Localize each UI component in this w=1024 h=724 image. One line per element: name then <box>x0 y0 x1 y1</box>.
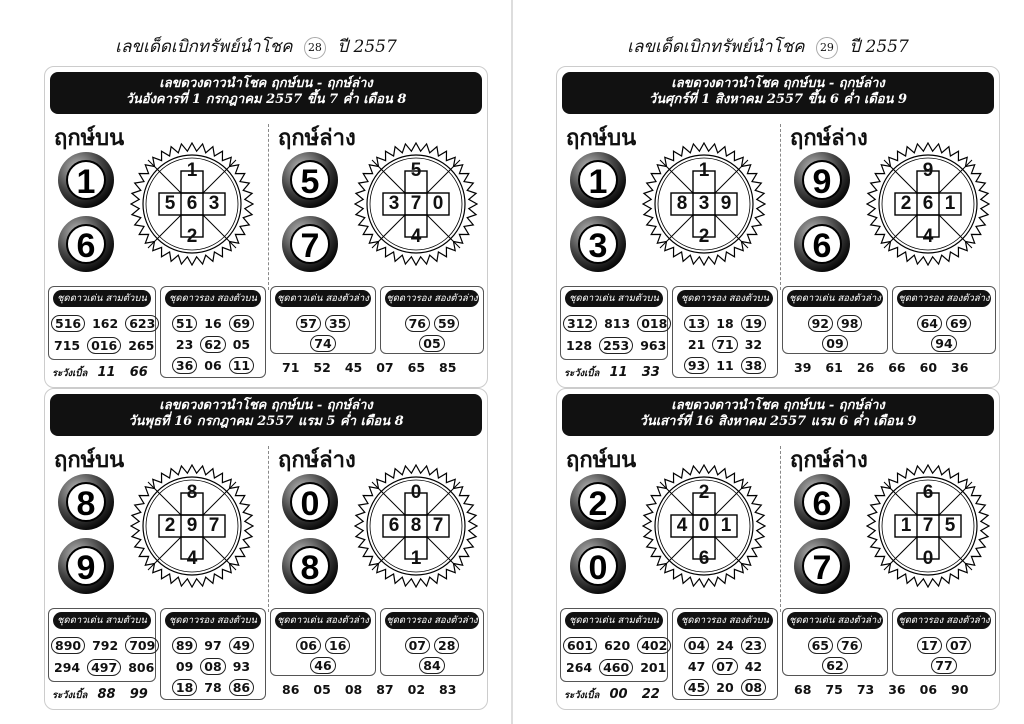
footer-number: 52 <box>313 360 331 375</box>
lucky-number: 69 <box>946 315 971 332</box>
footer-number: 90 <box>951 682 969 697</box>
page-number: 28 <box>304 37 326 59</box>
lucky-number: 71 <box>712 336 737 353</box>
lower-footer-numbers <box>794 360 982 375</box>
lucky-number: 92 <box>808 315 833 332</box>
lucky-number: 601 <box>563 637 597 654</box>
grid-digit-top: 1 <box>698 160 710 181</box>
grid-digit-bottom: 2 <box>186 226 198 247</box>
box-two-upper <box>672 608 778 700</box>
grid-digit-bottom: 6 <box>698 548 710 569</box>
section-banner <box>50 72 482 114</box>
lucky-number: 497 <box>87 659 121 676</box>
grid-digit-top: 9 <box>922 160 934 181</box>
footer-number: 07 <box>376 360 394 375</box>
lucky-number: 51 <box>172 315 197 332</box>
box-label: ชุดดาวรอง สองตัวบน <box>677 290 773 307</box>
watch-number: 22 <box>641 687 660 702</box>
lucky-number: 792 <box>92 638 119 653</box>
banner-title: เลขดวงดาวนำโชค ฤกษ์บน - ฤกษ์ล่าง <box>159 76 373 91</box>
page-header-left <box>0 33 512 60</box>
footer-number: 26 <box>856 360 875 375</box>
watch-label: ระวังเบิ้ล <box>52 368 88 379</box>
section-banner <box>50 394 482 436</box>
grid-digit-top: 6 <box>922 482 934 503</box>
right-page <box>512 0 1024 724</box>
lucky-number: 42 <box>744 659 763 674</box>
grid-digit-left: 1 <box>900 515 912 536</box>
lower-title: ฤกษ์ล่าง <box>278 125 356 151</box>
lucky-number: 05 <box>419 335 444 352</box>
lower-rosette <box>354 142 478 266</box>
watch-number: 88 <box>97 687 116 702</box>
lucky-number: 715 <box>54 338 81 353</box>
grid-digit-left: 4 <box>676 515 688 536</box>
lucky-number: 963 <box>640 338 667 353</box>
lucky-number: 08 <box>200 658 225 675</box>
lucky-number: 294 <box>54 660 81 675</box>
lower-footer-numbers <box>282 360 470 375</box>
lucky-number: 07 <box>405 637 430 654</box>
magazine-title: เลขเด็ดเบิกทรัพย์นำโชค <box>627 37 805 57</box>
grid-digit-left: 3 <box>388 193 400 214</box>
double-warning <box>52 687 158 703</box>
year-label: ปี 2557 <box>337 37 397 57</box>
grid-digit-bottom: 4 <box>186 548 198 569</box>
lucky-number: 162 <box>92 316 119 331</box>
section-banner <box>562 394 994 436</box>
footer-number: 45 <box>344 360 363 375</box>
watch-label: ระวังเบิ้ล <box>564 690 600 701</box>
lucky-number: 98 <box>837 315 862 332</box>
grid-digit-right: 1 <box>944 193 956 214</box>
footer-number: 75 <box>825 682 843 697</box>
upper-rosette <box>642 464 766 588</box>
double-warning <box>564 687 670 703</box>
footer-number: 71 <box>282 360 300 375</box>
magazine-title: เลขเด็ดเบิกทรัพย์นำโชค <box>115 37 293 57</box>
lucky-number: 11 <box>229 357 254 374</box>
lucky-number: 07 <box>946 637 971 654</box>
footer-number: 85 <box>439 360 457 375</box>
lucky-number: 018 <box>637 315 671 332</box>
box-label: ชุดดาวเด่น สองตัวล่าง <box>787 612 883 629</box>
section-banner <box>562 72 994 114</box>
box-label: ชุดดาวรอง สองตัวล่าง <box>897 612 991 629</box>
lucky-number: 07 <box>712 658 737 675</box>
box-label: ชุดดาวรอง สองตัวล่าง <box>897 290 991 307</box>
lucky-number: 04 <box>684 637 709 654</box>
lucky-number: 253 <box>599 337 633 354</box>
upper-ball: 8 <box>58 474 114 530</box>
lower-ball: 7 <box>794 538 850 594</box>
lucky-number: 128 <box>566 338 593 353</box>
box-two-lower-alt <box>892 608 996 676</box>
lucky-number: 890 <box>51 637 85 654</box>
lucky-number: 62 <box>822 657 847 674</box>
watch-number: 99 <box>129 687 148 702</box>
lower-title: ฤกษ์ล่าง <box>278 447 356 473</box>
grid-digit-right: 9 <box>720 193 732 214</box>
lucky-number: 516 <box>51 315 85 332</box>
grid-digit-right: 0 <box>432 193 444 214</box>
grid-digit-right: 1 <box>720 515 732 536</box>
footer-number: 65 <box>407 360 426 375</box>
grid-digit-top: 2 <box>698 482 710 503</box>
grid-digit-top: 8 <box>186 482 198 503</box>
box-three-upper <box>560 608 668 682</box>
grid-digit-center: 7 <box>922 515 934 536</box>
grid-digit-center: 6 <box>186 193 198 214</box>
lucky-number: 47 <box>687 659 706 674</box>
lottery-section <box>556 388 1000 710</box>
watch-label: ระวังเบิ้ล <box>52 690 88 701</box>
grid-digit-center: 7 <box>410 193 422 214</box>
lucky-number: 11 <box>716 358 734 373</box>
watch-number: 33 <box>641 365 660 380</box>
upper-title: ฤกษ์บน <box>566 125 637 151</box>
lucky-number: 201 <box>640 660 667 675</box>
banner-date: วันเสาร์ที่ 16 สิงหาคม 2557 แรม 6 ค่ำ เดือน 9 <box>639 414 917 429</box>
lower-ball: 0 <box>282 474 338 530</box>
upper-ball: 6 <box>58 216 114 272</box>
half-divider <box>780 124 781 290</box>
upper-rosette <box>130 142 254 266</box>
grid-digit-left: 6 <box>388 515 400 536</box>
half-divider <box>780 446 781 612</box>
half-divider <box>268 124 269 290</box>
lower-ball: 6 <box>794 474 850 530</box>
lower-ball: 5 <box>282 152 338 208</box>
lucky-number: 93 <box>684 357 709 374</box>
grid-digit-right: 7 <box>208 515 220 536</box>
grid-digit-left: 8 <box>676 193 688 214</box>
box-two-upper <box>672 286 778 378</box>
lucky-number: 806 <box>128 660 155 675</box>
box-two-lower-alt <box>380 286 484 354</box>
lucky-number: 35 <box>325 315 350 332</box>
page-header-right <box>512 33 1024 60</box>
grid-digit-center: 0 <box>698 515 710 536</box>
grid-digit-bottom: 2 <box>698 226 710 247</box>
upper-ball: 0 <box>570 538 626 594</box>
grid-digit-center: 8 <box>410 515 422 536</box>
grid-digit-left: 2 <box>900 193 912 214</box>
footer-number: 61 <box>825 360 843 375</box>
footer-number: 36 <box>888 682 906 697</box>
lucky-number: 312 <box>563 315 597 332</box>
double-warning <box>52 365 158 381</box>
lucky-number: 65 <box>808 637 833 654</box>
watch-number: 11 <box>609 365 628 380</box>
lucky-number: 76 <box>837 637 862 654</box>
box-two-upper <box>160 608 266 700</box>
double-warning <box>564 365 670 381</box>
grid-digit-center: 6 <box>922 193 934 214</box>
grid-digit-center: 9 <box>186 515 198 536</box>
box-label: ชุดดาวเด่น สามตัวบน <box>565 612 663 629</box>
upper-ball: 2 <box>570 474 626 530</box>
lucky-number: 46 <box>310 657 335 674</box>
grid-digit-bottom: 4 <box>922 226 934 247</box>
lucky-number: 620 <box>604 638 631 653</box>
footer-number: 39 <box>794 360 812 375</box>
box-label: ชุดดาวรอง สองตัวบน <box>165 612 261 629</box>
grid-digit-top: 1 <box>186 160 198 181</box>
lucky-number: 19 <box>741 315 766 332</box>
lower-rosette <box>866 464 990 588</box>
grid-digit-right: 3 <box>208 193 220 214</box>
upper-ball: 1 <box>58 152 114 208</box>
upper-title: ฤกษ์บน <box>566 447 637 473</box>
box-three-upper <box>560 286 668 360</box>
lucky-number: 23 <box>175 337 194 352</box>
lucky-number: 86 <box>229 679 254 696</box>
grid-digit-left: 5 <box>164 193 176 214</box>
footer-number: 73 <box>856 682 875 697</box>
box-two-lower-main <box>782 608 888 676</box>
lucky-number: 016 <box>87 337 121 354</box>
lucky-number: 460 <box>599 659 633 676</box>
lower-title: ฤกษ์ล่าง <box>790 447 868 473</box>
lottery-section <box>44 388 488 710</box>
upper-title: ฤกษ์บน <box>54 125 125 151</box>
box-label: ชุดดาวรอง สองตัวบน <box>165 290 261 307</box>
watch-label: ระวังเบิ้ล <box>564 368 600 379</box>
grid-digit-center: 3 <box>698 193 710 214</box>
lucky-number: 08 <box>741 679 766 696</box>
lucky-number: 06 <box>204 358 222 373</box>
lower-rosette <box>354 464 478 588</box>
banner-date: วันศุกร์ที่ 1 สิงหาคม 2557 ขึ้น 6 ค่ำ เดือน 9 <box>648 92 908 107</box>
footer-number: 05 <box>313 682 331 697</box>
lucky-number: 20 <box>716 680 734 695</box>
lucky-number: 94 <box>931 335 956 352</box>
lucky-number: 38 <box>741 357 766 374</box>
box-label: ชุดดาวรอง สองตัวบน <box>677 612 773 629</box>
lucky-number: 09 <box>822 335 847 352</box>
lucky-number: 57 <box>296 315 321 332</box>
watch-number: 00 <box>609 687 628 702</box>
box-two-lower-main <box>270 608 376 676</box>
banner-title: เลขดวงดาวนำโชค ฤกษ์บน - ฤกษ์ล่าง <box>159 398 373 413</box>
lucky-number: 16 <box>204 316 222 331</box>
grid-digit-top: 5 <box>410 160 422 181</box>
upper-rosette <box>642 142 766 266</box>
lucky-number: 89 <box>172 637 197 654</box>
lower-ball: 6 <box>794 216 850 272</box>
lucky-number: 49 <box>229 637 254 654</box>
lower-ball: 7 <box>282 216 338 272</box>
lucky-number: 18 <box>716 316 734 331</box>
lucky-number: 21 <box>687 337 706 352</box>
banner-title: เลขดวงดาวนำโชค ฤกษ์บน - ฤกษ์ล่าง <box>671 398 885 413</box>
lower-rosette <box>866 142 990 266</box>
lucky-number: 264 <box>566 660 593 675</box>
box-two-lower-main <box>270 286 376 354</box>
lottery-section <box>44 66 488 388</box>
footer-number: 36 <box>951 360 969 375</box>
grid-digit-left: 2 <box>164 515 176 536</box>
year-label: ปี 2557 <box>849 37 909 57</box>
box-label: ชุดดาวเด่น สองตัวล่าง <box>787 290 883 307</box>
lottery-section <box>556 66 1000 388</box>
grid-digit-bottom: 1 <box>410 548 422 569</box>
box-label: ชุดดาวเด่น สองตัวล่าง <box>275 612 371 629</box>
lucky-number: 76 <box>405 315 430 332</box>
lower-footer-numbers <box>794 682 982 697</box>
lucky-number: 05 <box>232 337 251 352</box>
footer-number: 86 <box>282 682 300 697</box>
banner-title: เลขดวงดาวนำโชค ฤกษ์บน - ฤกษ์ล่าง <box>671 76 885 91</box>
lucky-number: 69 <box>229 315 254 332</box>
footer-number: 60 <box>919 360 938 375</box>
lucky-number: 64 <box>917 315 942 332</box>
lucky-number: 813 <box>604 316 631 331</box>
footer-number: 87 <box>376 682 394 697</box>
lower-title: ฤกษ์ล่าง <box>790 125 868 151</box>
banner-date: วันอังคารที่ 1 กรกฎาคม 2557 ขึ้น 7 ค่ำ เดือน 8 <box>125 92 407 107</box>
lower-ball: 9 <box>794 152 850 208</box>
lucky-number: 45 <box>684 679 709 696</box>
box-label: ชุดดาวรอง สองตัวล่าง <box>385 290 479 307</box>
lucky-number: 28 <box>434 637 459 654</box>
footer-number: 06 <box>919 682 938 697</box>
box-three-upper <box>48 286 156 360</box>
lucky-number: 18 <box>172 679 197 696</box>
lucky-number: 23 <box>741 637 766 654</box>
footer-number: 66 <box>888 360 906 375</box>
grid-digit-right: 5 <box>944 515 956 536</box>
upper-ball: 9 <box>58 538 114 594</box>
grid-digit-bottom: 4 <box>410 226 422 247</box>
box-label: ชุดดาวเด่น สามตัวบน <box>565 290 663 307</box>
box-label: ชุดดาวเด่น สองตัวล่าง <box>275 290 371 307</box>
upper-ball: 3 <box>570 216 626 272</box>
box-three-upper <box>48 608 156 682</box>
box-two-upper <box>160 286 266 378</box>
lucky-number: 74 <box>310 335 335 352</box>
lucky-number: 265 <box>128 338 155 353</box>
lucky-number: 709 <box>125 637 159 654</box>
lucky-number: 77 <box>931 657 956 674</box>
upper-rosette <box>130 464 254 588</box>
box-label: ชุดดาวรอง สองตัวล่าง <box>385 612 479 629</box>
half-divider <box>268 446 269 612</box>
lucky-number: 623 <box>125 315 159 332</box>
upper-ball: 1 <box>570 152 626 208</box>
lucky-number: 17 <box>917 637 942 654</box>
grid-digit-bottom: 0 <box>922 548 934 569</box>
box-two-lower-alt <box>380 608 484 676</box>
watch-number: 11 <box>97 365 116 380</box>
box-label: ชุดดาวเด่น สามตัวบน <box>53 290 151 307</box>
lucky-number: 93 <box>232 659 251 674</box>
grid-digit-top: 0 <box>410 482 422 503</box>
banner-date: วันพุธที่ 16 กรกฎาคม 2557 แรม 5 ค่ำ เดือน 8 <box>128 414 404 429</box>
footer-number: 02 <box>407 682 426 697</box>
lucky-number: 59 <box>434 315 459 332</box>
box-two-lower-main <box>782 286 888 354</box>
lower-ball: 8 <box>282 538 338 594</box>
grid-digit-right: 7 <box>432 515 444 536</box>
footer-number: 68 <box>794 682 812 697</box>
footer-number: 08 <box>344 682 363 697</box>
footer-number: 83 <box>439 682 457 697</box>
lucky-number: 402 <box>637 637 671 654</box>
lucky-number: 62 <box>200 336 225 353</box>
lucky-number: 09 <box>175 659 194 674</box>
box-two-lower-alt <box>892 286 996 354</box>
watch-number: 66 <box>129 365 148 380</box>
lucky-number: 16 <box>325 637 350 654</box>
lucky-number: 97 <box>204 638 222 653</box>
page-number: 29 <box>816 37 838 59</box>
lucky-number: 06 <box>296 637 321 654</box>
lucky-number: 78 <box>204 680 222 695</box>
lucky-number: 36 <box>172 357 197 374</box>
lucky-number: 32 <box>744 337 763 352</box>
lucky-number: 13 <box>684 315 709 332</box>
box-label: ชุดดาวเด่น สามตัวบน <box>53 612 151 629</box>
lower-footer-numbers <box>282 682 470 697</box>
lucky-number: 84 <box>419 657 444 674</box>
lucky-number: 24 <box>716 638 734 653</box>
upper-title: ฤกษ์บน <box>54 447 125 473</box>
